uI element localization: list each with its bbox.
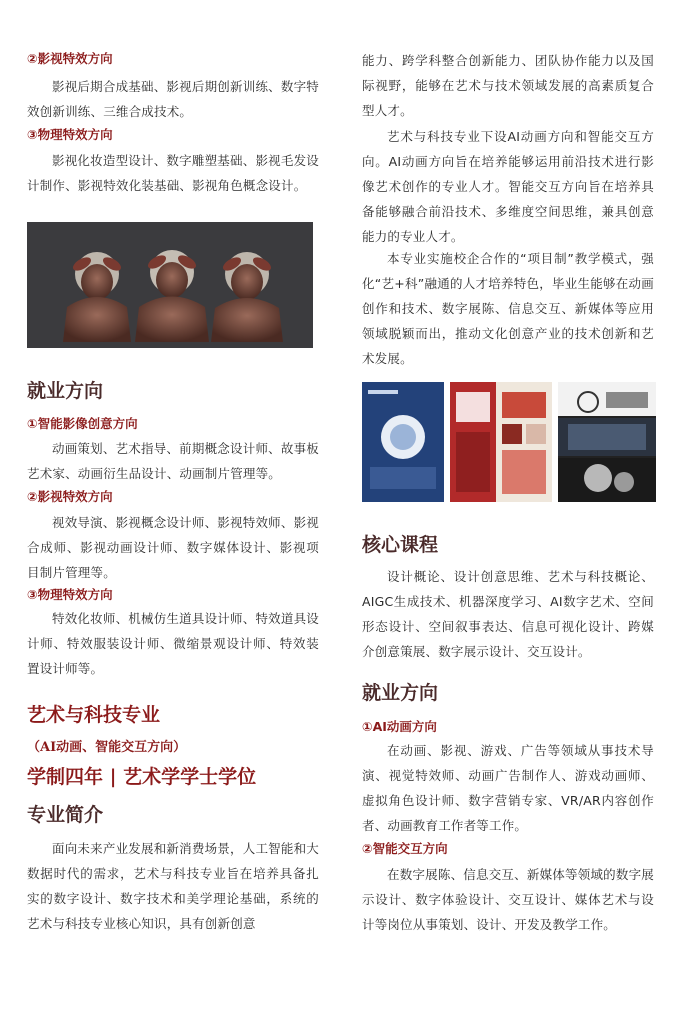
subsection-title: ③物理特效方向 (27, 587, 113, 602)
teaching-model-text: 本专业实施校企合作的“项目制”教学模式，强化“艺+科”融通的人才培养特色，毕业生能够在动画创作和技术、数字展陈、信息交互、新媒体等应用领域脱颖而出，推动文化创意产业的技术创新和艺术发展。 (362, 251, 654, 366)
subsection-title: ③物理特效方向 (27, 127, 113, 142)
major-subtitle: （AI动画、智能交互方向） (27, 740, 187, 755)
intro-text: 面向未来产业发展和新消费场景，人工智能和大数据时代的需求，艺术与科技专业旨在培养具备扎实的数字设计、数字技术和美学理论基础，系统的艺术与科技专业核心知识，具有创新创意 (27, 841, 319, 931)
subsection-title: ①智能影像创意方向 (27, 416, 138, 431)
subsection-title: ①AI动画方向 (362, 719, 437, 734)
subsection-text: 影视化妆造型设计、数字雕塑基础、影视毛发设计制作、影视特效化装基础、影视角色概念设计。 (27, 153, 319, 193)
section-title-intro: 专业简介 (27, 804, 104, 826)
subsection-title: ②智能交互方向 (362, 841, 448, 856)
core-courses-text: 设计概论、设计创意思维、艺术与科技概论、AIGC生成技术、机器深度学习、AI数字艺术、空间形态设计、空间叙事表达、信息可视化设计、跨媒介创意策展、数字展示设计、交互设计。 (362, 569, 654, 659)
subsection-text: 影视后期合成基础、影视后期创新训练、数字特效创新训练、三维合成技术。 (27, 79, 319, 119)
poster-image-blue (362, 382, 444, 502)
directions-text: 艺术与科技专业下设AI动画方向和智能交互方向。AI动画方向旨在培养能够运用前沿技术进行影像艺术创作的专业人才。智能交互方向旨在培养具备能够融合前沿技术、多维度空间思维，兼具创意能力的专业人才。 (362, 129, 654, 244)
section-title-employment: 就业方向 (362, 682, 439, 704)
intro-text-continued: 能力、跨学科整合创新能力、团队协作能力以及国际视野，能够在艺术与技术领域发展的高素质复合型人才。 (362, 53, 654, 118)
section-title-core: 核心课程 (362, 534, 439, 556)
subsection-text: 视效导演、影视概念设计师、影视特效师、影视合成师、影视动画设计师、数字媒体设计、影视项目制片管理等。 (27, 515, 319, 580)
subsection-title: ②影视特效方向 (27, 489, 113, 504)
poster-image-red (450, 382, 552, 502)
character-render-image (27, 222, 313, 348)
subsection-text: 在动画、影视、游戏、广告等领域从事技术导演、视觉特效师、动画广告制作人、游戏动画师、虚拟角色设计师、数字营销专家、VR/AR内容创作者、动画教育工作者等工作。 (362, 743, 654, 833)
poster-image-dark (558, 382, 656, 502)
subsection-text: 特效化妆师、机械仿生道具设计师、特效道具设计师、特效服装设计师、微缩景观设计师、特效装置设计师等。 (27, 611, 319, 676)
major-title: 艺术与科技专业 (27, 704, 161, 726)
subsection-text: 在数字展陈、信息交互、新媒体等领域的数字展示设计、数字体验设计、交互设计、媒体艺术与设计等岗位从事策划、设计、开发及教学工作。 (362, 867, 654, 932)
subsection-text: 动画策划、艺术指导、前期概念设计师、故事板艺术家、动画衍生品设计、动画制片管理等。 (27, 441, 319, 481)
major-duration: 学制四年 | 艺术学学士学位 (27, 766, 257, 788)
section-title-employment: 就业方向 (27, 380, 104, 402)
subsection-title: ②影视特效方向 (27, 51, 113, 66)
